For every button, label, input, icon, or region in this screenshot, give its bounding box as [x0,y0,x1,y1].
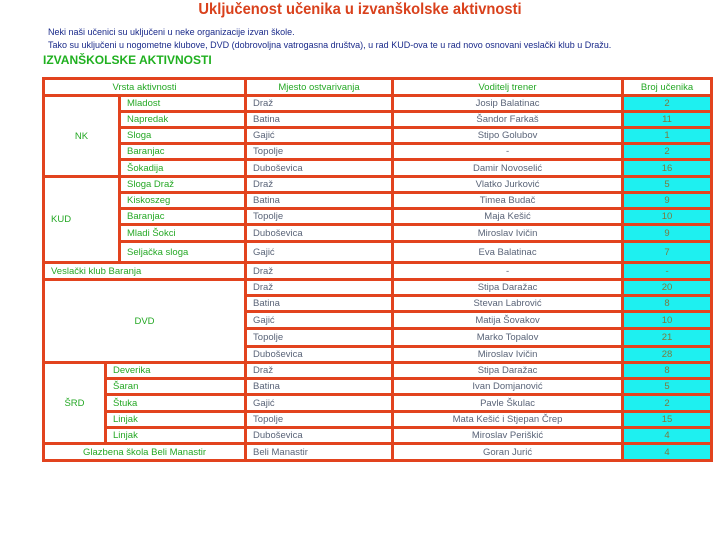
table-row [44,128,712,144]
student-count: 21 [623,329,712,347]
activity-name: Mladost [120,96,246,112]
place: Gajić [246,128,393,144]
place: Draž [246,263,393,280]
leader: Josip Balatinac [393,96,623,112]
activity-name: Baranjac [120,209,246,225]
leader: Damir Novoselić [393,160,623,177]
student-count: 2 [623,395,712,412]
leader: Marko Topalov [393,329,623,347]
section-heading: IZVANŠKOLSKE AKTIVNOSTI [43,53,212,67]
group-glazbena: Glazbena škola Beli Manastir [44,444,246,461]
group-srd: ŠRD [44,363,106,444]
place: Topolje [246,144,393,160]
table-row [44,193,712,209]
leader: Mata Kešić i Stjepan Črep [393,412,623,428]
place: Batina [246,379,393,395]
activity-name: Šokadija [120,160,246,177]
table-row [44,177,712,193]
leader: Pavle Škulac [393,395,623,412]
header-broj: Broj učenika [623,79,712,96]
student-count: 15 [623,412,712,428]
intro-line-1: Neki naši učenici su uključeni u neke organizacije izvan škole. [48,27,295,37]
leader: Ivan Domjanović [393,379,623,395]
leader: Vlatko Jurković [393,177,623,193]
leader: Matija Šovakov [393,312,623,329]
student-count: 11 [623,112,712,128]
place: Gajić [246,395,393,412]
leader: Eva Balatinac [393,242,623,263]
leader: Maja Kešić [393,209,623,225]
place: Batina [246,112,393,128]
page-title: Uključenost učenika u izvanškolske aktivnosti [198,1,522,18]
leader: Goran Jurić [393,444,623,461]
table-row [44,395,712,412]
student-count: - [623,263,712,280]
student-count: 16 [623,160,712,177]
table-row [44,263,712,280]
student-count: 7 [623,242,712,263]
place: Topolje [246,412,393,428]
table-row [44,96,712,112]
student-count: 4 [623,428,712,444]
place: Duboševica [246,225,393,242]
student-count: 9 [623,193,712,209]
group-dvd: DVD [44,280,246,363]
activity-name: Šaran [106,379,246,395]
table-row [44,379,712,395]
place: Gajić [246,242,393,263]
table-row [44,242,712,263]
student-count: 8 [623,363,712,379]
leader: Miroslav Ivičin [393,347,623,363]
student-count: 4 [623,444,712,461]
activity-name: Seljačka sloga [120,242,246,263]
student-count: 5 [623,177,712,193]
header-mjesto: Mjesto ostvarivanja [246,79,393,96]
group-nk: NK [44,96,120,177]
table-row [44,428,712,444]
header-row [44,79,712,96]
group-kud: KUD [44,177,120,263]
place: Topolje [246,209,393,225]
place: Batina [246,296,393,312]
place: Duboševica [246,428,393,444]
place: Topolje [246,329,393,347]
leader: Stipa Daražac [393,280,623,296]
leader: - [393,144,623,160]
place: Duboševica [246,347,393,363]
activity-name: Kiskoszeg [120,193,246,209]
table-row [44,160,712,177]
table-row [44,209,712,225]
leader: Timea Budač [393,193,623,209]
activity-name: Deverika [106,363,246,379]
activity-name: Sloga Draž [120,177,246,193]
activity-name: Sloga [120,128,246,144]
place: Batina [246,193,393,209]
table-row [44,112,712,128]
header-vrsta: Vrsta aktivnosti [44,79,246,96]
place: Draž [246,96,393,112]
place: Draž [246,280,393,296]
leader: Stipo Golubov [393,128,623,144]
place: Draž [246,363,393,379]
table-row [44,280,712,296]
activity-name: Linjak [106,428,246,444]
activities-table [42,77,713,462]
student-count: 20 [623,280,712,296]
student-count: 1 [623,128,712,144]
leader: Miroslav Ivičin [393,225,623,242]
place: Beli Manastir [246,444,393,461]
leader: Miroslav Periškić [393,428,623,444]
table-row [44,412,712,428]
group-veslacki: Veslački klub Baranja [44,263,246,280]
activity-name: Baranjac [120,144,246,160]
table-row [44,225,712,242]
table-row [44,144,712,160]
place: Draž [246,177,393,193]
leader: - [393,263,623,280]
student-count: 2 [623,96,712,112]
header-voditelj: Voditelj trener [393,79,623,96]
student-count: 10 [623,209,712,225]
leader: Šandor Farkaš [393,112,623,128]
student-count: 8 [623,296,712,312]
activity-name: Mladi Šokci [120,225,246,242]
place: Gajić [246,312,393,329]
student-count: 28 [623,347,712,363]
table-row [44,444,712,461]
leader: Stevan Labrović [393,296,623,312]
student-count: 2 [623,144,712,160]
place: Duboševica [246,160,393,177]
activity-name: Napredak [120,112,246,128]
leader: Stipa Daražac [393,363,623,379]
intro-line-2: Tako su uključeni u nogometne klubove, DVD (dobrovoljna vatrogasna društva), u rad KUD-ova te u rad novo osnovani veslački klub u Dražu. [48,40,612,50]
activity-name: Štuka [106,395,246,412]
table-row [44,363,712,379]
student-count: 5 [623,379,712,395]
activity-name: Linjak [106,412,246,428]
student-count: 10 [623,312,712,329]
student-count: 9 [623,225,712,242]
